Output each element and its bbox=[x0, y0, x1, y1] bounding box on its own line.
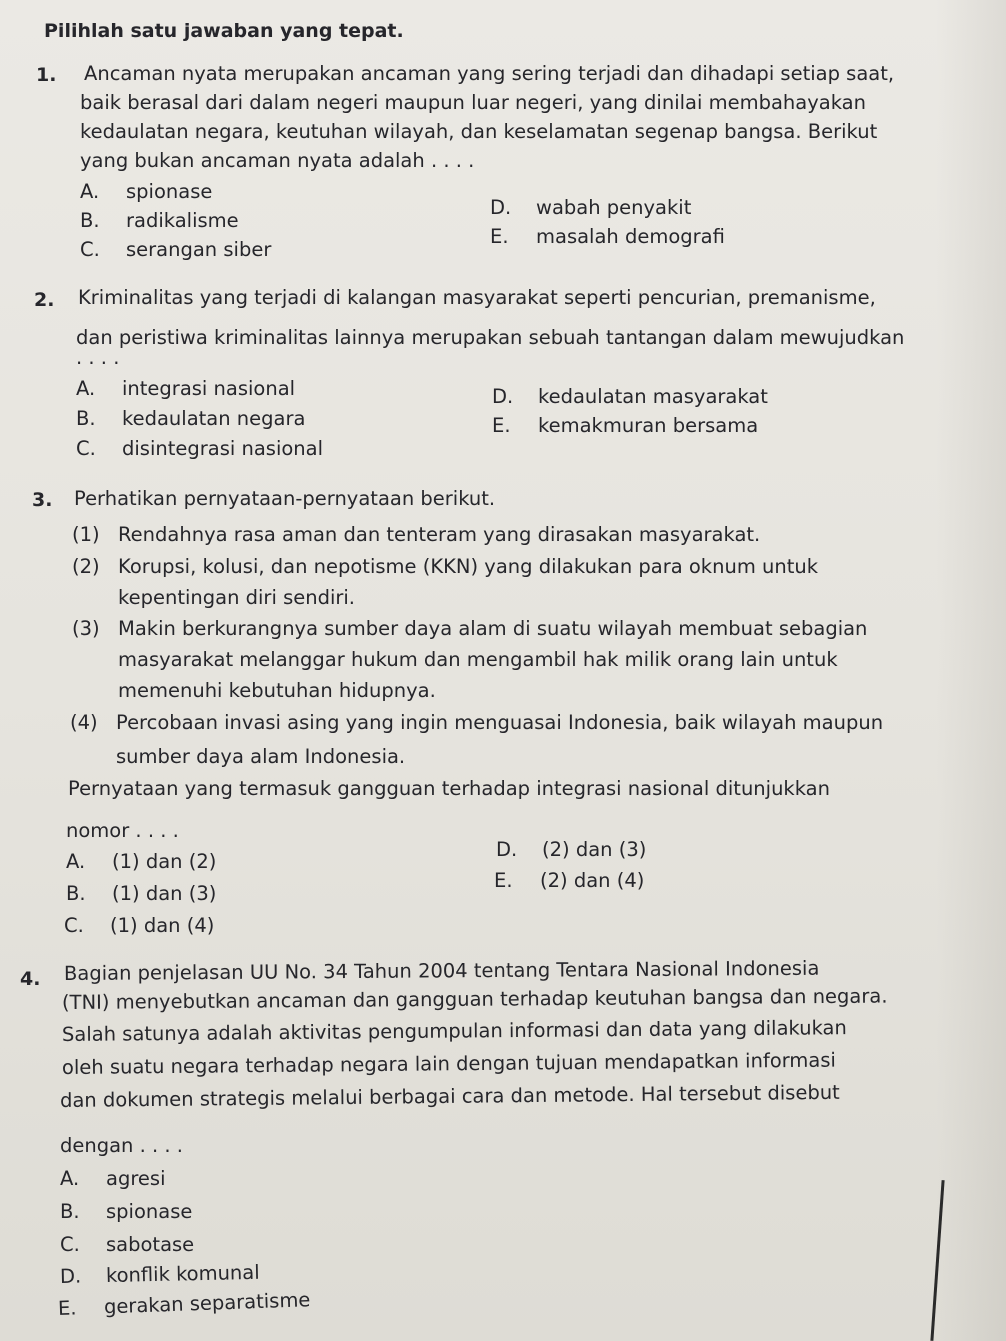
question-1-text: kedaulatan negara, keutuhan wilayah, dan keselamatan segenap bangsa. Berikut bbox=[80, 120, 878, 143]
q1-option-b[interactable]: B. radikalisme bbox=[80, 209, 239, 232]
statement-3-number: (3) bbox=[72, 617, 100, 640]
q3-option-e[interactable]: E. (2) dan (4) bbox=[494, 869, 645, 892]
q2-option-b[interactable]: B. kedaulatan negara bbox=[76, 407, 306, 430]
q2-option-c[interactable]: C. disintegrasi nasional bbox=[76, 437, 324, 460]
statement-4-text: sumber daya alam Indonesia. bbox=[116, 745, 406, 768]
question-1-text: baik berasal dari dalam negeri maupun luar negeri, yang dinilai membahayakan bbox=[80, 91, 866, 114]
question-2-text: dan peristiwa kriminalitas lainnya merupakan sebuah tantangan dalam mewujudkan bbox=[76, 326, 905, 349]
question-4-text: dengan . . . . bbox=[60, 1134, 184, 1157]
q1-option-e[interactable]: E. masalah demografi bbox=[490, 225, 725, 248]
question-1-text: Ancaman nyata merupakan ancaman yang sering terjadi dan dihadapi setiap saat, bbox=[84, 62, 895, 85]
page-edge-shadow bbox=[936, 0, 1006, 1341]
question-1-number: 1. bbox=[36, 64, 57, 86]
question-4-text: oleh suatu negara terhadap negara lain dengan tujuan mendapatkan informasi bbox=[61, 1048, 837, 1079]
q1-option-c[interactable]: C. serangan siber bbox=[80, 238, 272, 261]
question-4-number: 4. bbox=[20, 968, 41, 990]
q1-option-d[interactable]: D. wabah penyakit bbox=[490, 196, 692, 219]
statement-1-text: Rendahnya rasa aman dan tenteram yang dirasakan masyarakat. bbox=[118, 523, 761, 546]
question-2-text: Kriminalitas yang terjadi di kalangan masyarakat seperti pencurian, premanisme, bbox=[78, 286, 876, 309]
statement-2-text: kepentingan diri sendiri. bbox=[118, 586, 356, 609]
q4-option-a[interactable]: A. agresi bbox=[60, 1167, 166, 1190]
question-3-text: Perhatikan pernyataan-pernyataan berikut. bbox=[74, 487, 496, 510]
question-2-text: . . . . bbox=[76, 346, 120, 369]
statement-3-text: masyarakat melanggar hukum dan mengambil hak milik orang lain untuk bbox=[118, 648, 838, 671]
q4-option-e[interactable]: E. gerakan separatisme bbox=[57, 1288, 311, 1320]
question-4-text: Bagian penjelasan UU No. 34 Tahun 2004 tentang Tentara Nasional Indonesia bbox=[63, 956, 820, 985]
question-4-text: dan dokumen strategis melalui berbagai cara dan metode. Hal tersebut disebut bbox=[59, 1080, 840, 1112]
q3-option-a[interactable]: A. (1) dan (2) bbox=[66, 850, 217, 873]
statement-4-number: (4) bbox=[70, 711, 98, 734]
statement-2-number: (2) bbox=[72, 555, 100, 578]
instruction-heading: Pilihlah satu jawaban yang tepat. bbox=[44, 20, 404, 42]
q2-option-d[interactable]: D. kedaulatan masyarakat bbox=[492, 385, 768, 408]
q4-option-b[interactable]: B. spionase bbox=[60, 1200, 193, 1223]
q2-option-e[interactable]: E. kemakmuran bersama bbox=[492, 414, 759, 437]
question-4-text: (TNI) menyebutkan ancaman dan gangguan terhadap keutuhan bangsa dan negara. bbox=[61, 984, 888, 1014]
question-3-closing: Pernyataan yang termasuk gangguan terhadap integrasi nasional ditunjukkan bbox=[68, 777, 830, 800]
statement-2-text: Korupsi, kolusi, dan nepotisme (KKN) yang dilakukan para oknum untuk bbox=[118, 555, 819, 578]
statement-1-number: (1) bbox=[72, 523, 100, 546]
statement-3-text: memenuhi kebutuhan hidupnya. bbox=[118, 679, 436, 702]
question-3-closing: nomor . . . . bbox=[66, 819, 179, 842]
statement-4-text: Percobaan invasi asing yang ingin menguasai Indonesia, baik wilayah maupun bbox=[116, 711, 884, 734]
statement-3-text: Makin berkurangnya sumber daya alam di suatu wilayah membuat sebagian bbox=[118, 617, 868, 640]
q3-option-c[interactable]: C. (1) dan (4) bbox=[64, 914, 215, 937]
question-2-number: 2. bbox=[34, 289, 55, 311]
question-3-number: 3. bbox=[32, 489, 53, 511]
q3-option-b[interactable]: B. (1) dan (3) bbox=[66, 882, 217, 905]
q3-option-d[interactable]: D. (2) dan (3) bbox=[496, 838, 647, 861]
question-1-text: yang bukan ancaman nyata adalah . . . . bbox=[80, 149, 475, 172]
q4-option-c[interactable]: C. sabotase bbox=[60, 1233, 195, 1256]
question-4-text: Salah satunya adalah aktivitas pengumpulan informasi dan data yang dilakukan bbox=[61, 1016, 847, 1046]
q1-option-a[interactable]: A. spionase bbox=[80, 180, 213, 203]
q4-option-d[interactable]: D. konflik komunal bbox=[59, 1260, 260, 1288]
q2-option-a[interactable]: A. integrasi nasional bbox=[76, 377, 296, 400]
